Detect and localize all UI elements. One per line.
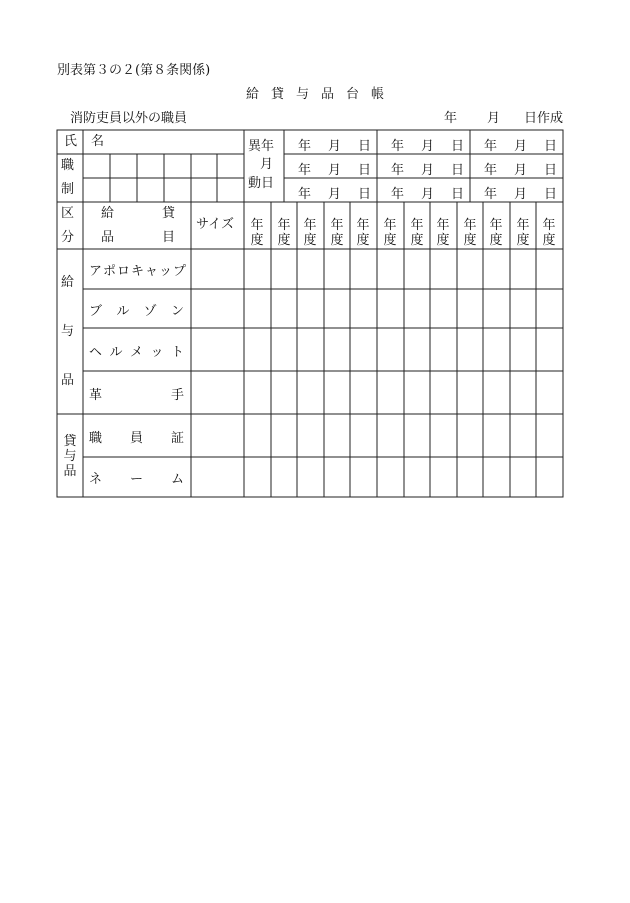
- size-header: サイズ: [196, 217, 234, 232]
- year-unit: 年: [391, 187, 405, 202]
- fiscal-year-char: 度: [330, 233, 344, 248]
- fiscal-year-header: [350, 218, 376, 248]
- month-label: 月: [487, 111, 501, 126]
- year-unit: 年: [484, 163, 498, 178]
- item-name: [89, 427, 184, 446]
- transfer-date-cell[interactable]: [391, 135, 464, 154]
- name-label: 名: [91, 134, 105, 149]
- day-unit: 日: [450, 187, 464, 202]
- title-char: 与: [295, 87, 309, 102]
- fiscal-year-char: 度: [516, 233, 530, 248]
- item-name-char: 職: [89, 431, 103, 446]
- fiscal-year-char: 度: [356, 233, 370, 248]
- fiscal-year-header: [377, 218, 403, 248]
- staff-category: 消防吏員以外の職員: [70, 111, 188, 126]
- item-name-char: ル: [109, 345, 123, 360]
- day-unit: 日: [543, 139, 557, 154]
- fiscal-year-char: 度: [489, 233, 503, 248]
- transfer-date-cell[interactable]: [298, 159, 371, 178]
- year-unit: 年: [484, 187, 498, 202]
- month-unit: 月: [513, 139, 527, 154]
- fiscal-year-char: 度: [303, 233, 317, 248]
- fiscal-year-char: 年: [303, 218, 317, 233]
- month-unit: 月: [327, 139, 341, 154]
- fiscal-year-header: [536, 218, 562, 248]
- fiscal-year-char: 年: [516, 218, 530, 233]
- item-header: 給: [101, 206, 115, 221]
- item-name-char: 証: [170, 431, 184, 446]
- transfer-date-cell[interactable]: [484, 183, 557, 202]
- item-name-char: ッ: [150, 345, 164, 360]
- item-name: アポロキャップ: [89, 264, 188, 279]
- name-label: 氏: [64, 134, 78, 149]
- item-header: 品: [101, 230, 115, 245]
- year-unit: 年: [298, 139, 312, 154]
- group-label-kyuyo: 与: [61, 324, 75, 339]
- item-name: [89, 468, 184, 487]
- day-unit: 日: [543, 163, 557, 178]
- transfer-date-label: 月: [260, 157, 274, 172]
- group-label-char: 与: [63, 449, 77, 464]
- fiscal-year-char: 年: [410, 218, 424, 233]
- category-label: 分: [61, 230, 75, 245]
- year-unit: 年: [484, 139, 498, 154]
- fiscal-year-char: 度: [277, 233, 291, 248]
- fiscal-year-char: 年: [277, 218, 291, 233]
- title-char: 品: [321, 87, 335, 102]
- fiscal-year-char: 度: [250, 233, 264, 248]
- group-label-kyuyo: 品: [61, 373, 75, 388]
- title-char: 貸: [270, 87, 284, 102]
- fiscal-year-header: [324, 218, 350, 248]
- fiscal-year-char: 年: [330, 218, 344, 233]
- transfer-date-label: 動日: [248, 176, 275, 191]
- year-unit: 年: [391, 163, 405, 178]
- month-unit: 月: [327, 187, 341, 202]
- fiscal-year-char: 度: [436, 233, 450, 248]
- annex-reference: 別表第３の２(第８条関係): [57, 63, 211, 78]
- fiscal-year-char: 年: [489, 218, 503, 233]
- item-name-char: ム: [170, 472, 184, 487]
- transfer-date-cell[interactable]: [298, 183, 371, 202]
- fiscal-year-char: 年: [436, 218, 450, 233]
- fiscal-year-header: [430, 218, 456, 248]
- item-name-char: 員: [129, 431, 143, 446]
- item-name-char: 革: [89, 388, 103, 403]
- transfer-date-cell[interactable]: [484, 135, 557, 154]
- fiscal-year-char: 年: [356, 218, 370, 233]
- day-unit: 日: [450, 139, 464, 154]
- item-name-char: ゾ: [143, 304, 157, 319]
- category-label: 区: [61, 206, 75, 221]
- title-char: 帳: [371, 87, 385, 102]
- item-name: [89, 300, 184, 319]
- transfer-date-label: 異年: [248, 139, 275, 154]
- post-label: 職: [61, 158, 75, 173]
- year-label: 年: [444, 111, 458, 126]
- group-label-taiyo: [57, 434, 83, 479]
- fiscal-year-char: 度: [410, 233, 424, 248]
- day-created-label: 日作成: [524, 111, 564, 126]
- title-char: 給: [245, 87, 259, 102]
- fiscal-year-char: 年: [542, 218, 556, 233]
- fiscal-year-header: [271, 218, 297, 248]
- year-unit: 年: [298, 163, 312, 178]
- group-label-kyuyo: 給: [61, 275, 75, 290]
- item-name: [89, 384, 184, 403]
- month-unit: 月: [513, 163, 527, 178]
- month-unit: 月: [513, 187, 527, 202]
- day-unit: 日: [450, 163, 464, 178]
- fiscal-year-char: 年: [250, 218, 264, 233]
- item-name-char: 手: [170, 388, 184, 403]
- fiscal-year-char: 度: [542, 233, 556, 248]
- month-unit: 月: [420, 163, 434, 178]
- fiscal-year-header: [404, 218, 430, 248]
- transfer-date-cell[interactable]: [391, 159, 464, 178]
- item-name-char: ン: [170, 304, 184, 319]
- day-unit: 日: [357, 187, 371, 202]
- month-unit: 月: [420, 139, 434, 154]
- item-name-char: ー: [129, 472, 143, 487]
- year-unit: 年: [298, 187, 312, 202]
- fiscal-year-char: 年: [463, 218, 477, 233]
- fiscal-year-header: [244, 218, 270, 248]
- item-header: 貸: [162, 206, 176, 221]
- item-name-char: メ: [129, 345, 143, 360]
- transfer-date-cell[interactable]: [391, 183, 464, 202]
- fiscal-year-header: [510, 218, 536, 248]
- transfer-date-cell[interactable]: [484, 159, 557, 178]
- item-name-char: ト: [170, 345, 184, 360]
- title-char: 台: [346, 87, 360, 102]
- fiscal-year-header: [297, 218, 323, 248]
- item-header: 目: [162, 230, 176, 245]
- item-name-char: ル: [116, 304, 130, 319]
- item-name-char: ブ: [89, 304, 103, 319]
- transfer-date-cell[interactable]: [298, 135, 371, 154]
- item-name: [89, 341, 184, 360]
- day-unit: 日: [543, 187, 557, 202]
- month-unit: 月: [327, 163, 341, 178]
- item-name-char: ネ: [89, 472, 103, 487]
- fiscal-year-char: 度: [463, 233, 477, 248]
- day-unit: 日: [357, 163, 371, 178]
- month-unit: 月: [420, 187, 434, 202]
- year-unit: 年: [391, 139, 405, 154]
- fiscal-year-header: [457, 218, 483, 248]
- group-label-char: 貸: [63, 434, 77, 449]
- post-label: 制: [61, 182, 75, 197]
- day-unit: 日: [357, 139, 371, 154]
- fiscal-year-char: 年: [383, 218, 397, 233]
- fiscal-year-char: 度: [383, 233, 397, 248]
- group-label-char: 品: [63, 464, 77, 479]
- item-name-char: ヘ: [89, 345, 103, 360]
- fiscal-year-header: [483, 218, 509, 248]
